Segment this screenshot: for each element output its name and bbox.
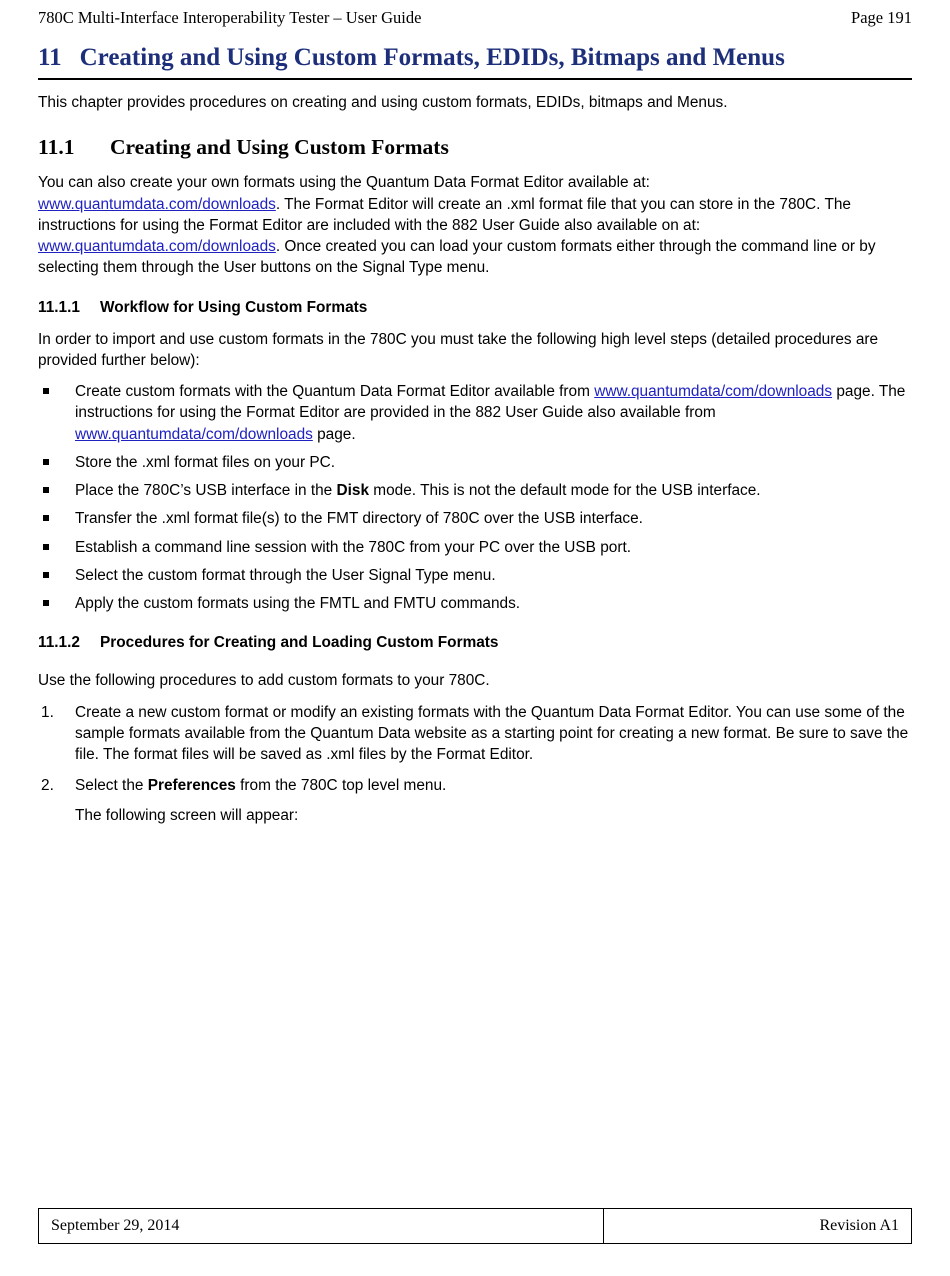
quantumdata-downloads-link-1[interactable]: www.quantumdata.com/downloads bbox=[38, 195, 276, 213]
workflow-bullet-list bbox=[38, 381, 912, 614]
subsection-heading-11-1-2 bbox=[38, 634, 912, 652]
list-item bbox=[38, 537, 912, 558]
subsection-title-11-1-2: Procedures for Creating and Loading Custom Formats bbox=[100, 634, 499, 652]
subsection-heading-11-1-1 bbox=[38, 299, 912, 317]
list-item bbox=[38, 480, 912, 501]
subsection-11-1-2-intro: Use the following procedures to add custom formats to your 780C. bbox=[38, 672, 490, 690]
section-11-1-text-part1: You can also create your own formats using the Quantum Data Format Editor available at: bbox=[38, 174, 650, 192]
bullet-4-text: Transfer the .xml format file(s) to the FMT directory of 780C over the USB interface. bbox=[75, 510, 643, 528]
section-11-1-text-part3: . Once created you can load your custom formats either through the command line or by selecting them through the User buttons on the Signal Type menu. bbox=[38, 238, 876, 277]
bullet-3-text-post: mode. This is not the default mode for the USB interface. bbox=[369, 482, 761, 499]
step-2-text-post: from the 780C top level menu. bbox=[235, 777, 447, 795]
header-page-number: Page 191 bbox=[851, 8, 912, 27]
page-footer bbox=[38, 1208, 912, 1244]
bullet-3-bold-term: Disk bbox=[336, 482, 370, 499]
step-2-text-pre: Select the bbox=[75, 777, 148, 795]
list-item bbox=[38, 593, 912, 614]
chapter-heading bbox=[38, 44, 912, 80]
section-11-1-text-part2: . The Format Editor will create an .xml format file that you can store in the 780C. The instructions for using the Format Editor are included with the 882 User Guide also available on at: bbox=[38, 195, 851, 234]
section-title-11-1: Creating and Using Custom Formats bbox=[110, 135, 449, 160]
step-1-text: Create a new custom format or modify an existing formats with the Quantum Data Format Editor. You can use some of the sample formats available from the Quantum Data website as a starting point for creating a new format. Be sure to save the file. The format files will be saved as .xml files by the Format Editor. bbox=[75, 703, 909, 763]
bullet-7-text: Apply the custom formats using the FMTL and FMTU commands. bbox=[75, 595, 521, 612]
bullet-3-text-pre: Place the 780C’s USB interface in the bbox=[75, 482, 337, 499]
list-item bbox=[38, 381, 912, 445]
chapter-title: Creating and Using Custom Formats, EDIDs, Bitmaps and Menus bbox=[79, 44, 785, 71]
list-item bbox=[38, 775, 912, 796]
quantumdata-downloads-link-4[interactable]: www.quantumdata/com/downloads bbox=[75, 425, 313, 443]
procedure-steps-list bbox=[38, 702, 912, 797]
list-item bbox=[38, 508, 912, 529]
chapter-intro-paragraph: This chapter provides procedures on creating and using custom formats, EDIDs, bitmaps and Menus. bbox=[38, 94, 728, 111]
subsection-title-11-1-1: Workflow for Using Custom Formats bbox=[100, 298, 368, 316]
bullet-5-text: Establish a command line session with the 780C from your PC over the USB port. bbox=[75, 538, 632, 556]
bullet-1-text-post: page. bbox=[312, 425, 356, 443]
section-heading-11-1 bbox=[38, 135, 912, 160]
subsection-number-11-1-1: 11.1.1 bbox=[38, 298, 80, 316]
step-2-bold-term: Preferences bbox=[147, 777, 236, 795]
footer-date: September 29, 2014 bbox=[39, 1209, 604, 1243]
quantumdata-downloads-link-2[interactable]: www.quantumdata.com/downloads bbox=[38, 238, 276, 255]
subsection-11-1-1-intro: In order to import and use custom formats in the 780C you must take the following high level steps (detailed procedures are provided further below): bbox=[38, 330, 879, 369]
bullet-6-text: Select the custom format through the User Signal Type menu. bbox=[75, 566, 496, 584]
section-11-1-paragraph bbox=[38, 172, 912, 278]
running-header bbox=[38, 0, 912, 32]
footer-revision: Revision A1 bbox=[819, 1217, 899, 1234]
chapter-number: 11 bbox=[38, 44, 62, 71]
subsection-number-11-1-2: 11.1.2 bbox=[38, 634, 80, 652]
list-item bbox=[38, 452, 912, 473]
quantumdata-downloads-link-3[interactable]: www.quantumdata/com/downloads bbox=[594, 383, 833, 400]
bullet-2-text: Store the .xml format files on your PC. bbox=[75, 453, 336, 471]
bullet-1-text-pre: Create custom formats with the Quantum Data Format Editor available from bbox=[75, 383, 595, 400]
bullet-1-text-mid: page. The instructions for using the Format Editor are provided in the 882 User Guide also available from bbox=[75, 383, 906, 422]
header-doc-title: 780C Multi-Interface Interoperability Tester – User Guide bbox=[38, 8, 422, 27]
screen-note: The following screen will appear: bbox=[75, 806, 299, 824]
list-item bbox=[38, 565, 912, 586]
list-item bbox=[38, 702, 912, 766]
section-number-11-1: 11.1 bbox=[38, 135, 75, 160]
